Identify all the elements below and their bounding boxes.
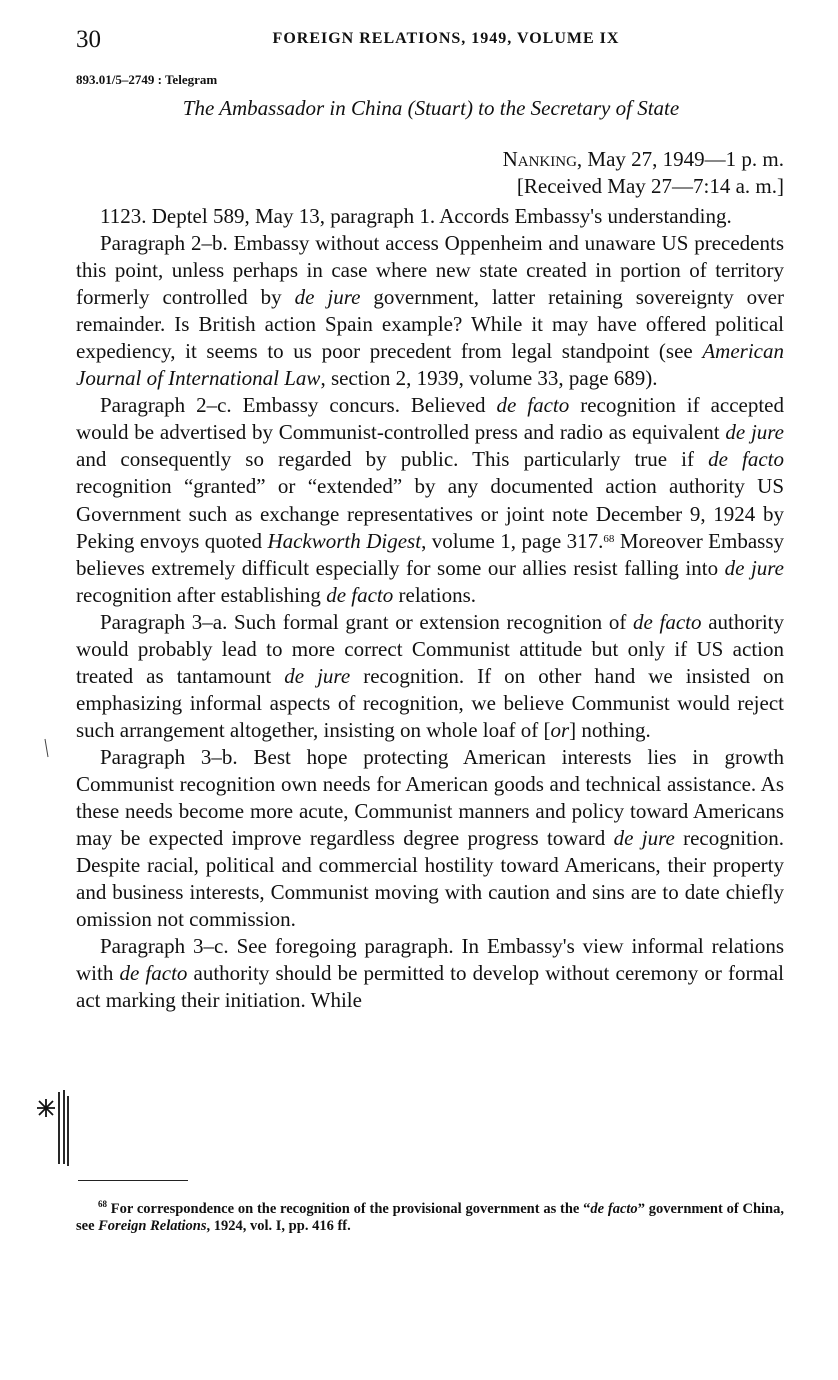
paragraph-1-text: 1123. Deptel 589, May 13, paragraph 1. Accords Embassy's understanding. xyxy=(100,204,732,228)
term-de-facto: de facto xyxy=(119,961,188,986)
page-number: 30 xyxy=(76,26,101,53)
received-line: [Received May 27—7:14 a. m.] xyxy=(516,174,784,198)
term-de-jure: de jure xyxy=(725,420,784,445)
text-run: , 1924, vol. I, pp. 416 ff. xyxy=(206,1217,351,1234)
term-de-facto: de facto xyxy=(708,447,785,472)
text-run: Moreover Embassy believes extremely difficult especially for some our allies resist falling into xyxy=(76,528,784,580)
term-de-facto: de facto xyxy=(590,1200,638,1217)
term-de-facto: de facto xyxy=(633,609,702,634)
text-run: recognition “granted” or “extended” by any documented action authority US Government such as exchange representatives or joint note December 9, 1924 by Peking envoys quoted xyxy=(76,474,784,553)
text-run: ” government of China, see xyxy=(76,1200,784,1234)
digest-title: Hackworth Digest xyxy=(267,528,422,553)
text-run: Embassy concurs. Believed xyxy=(231,393,497,418)
running-head: FOREIGN RELATIONS, 1949, VOLUME IX xyxy=(272,30,620,47)
paragraph-label: Paragraph 3–b. xyxy=(100,744,238,769)
text-run: recognition. If on other hand we insisted on emphasizing informal aspects of recognition, we believe Communist would reject such arrangement altogether, insisting on whole loaf of [ xyxy=(76,663,784,742)
paragraph-1 xyxy=(76,203,784,230)
text-run: authority should be permitted to develop without ceremony or formal act marking their initiation. While xyxy=(76,961,784,1013)
text-run: relations. xyxy=(393,582,477,607)
text-run: Such formal grant or extension recognition of xyxy=(227,609,634,634)
text-run: and consequently so regarded by public. This particularly true if xyxy=(76,447,709,472)
term-de-jure: de jure xyxy=(284,663,351,688)
term-de-jure: de jure xyxy=(724,555,784,580)
dateline xyxy=(503,146,784,200)
text-run: recognition. Despite racial, political and commercial hostility toward Americans, their property and business interests, Communist moving with caution and sins are to date chiefly omission not commission. xyxy=(76,826,784,932)
paragraph-3c xyxy=(76,933,784,1014)
paragraph-label: Paragraph 2–c. xyxy=(100,393,232,418)
dateline-place: Nanking xyxy=(502,147,577,171)
footnote-number: 68 xyxy=(98,1199,107,1209)
text-run: , volume 1, page 317. xyxy=(421,528,604,553)
dateline-date: , May 27, 1949—1 p. m. xyxy=(576,147,784,171)
editorial-insertion: or xyxy=(550,717,570,742)
text-run: , section 2, 1939, volume 33, page 689). xyxy=(320,366,658,391)
text-run: recognition if accepted would be advertised by Communist-controlled press and radio as equivalent xyxy=(76,393,785,445)
footnote-marker[interactable]: 68 xyxy=(603,532,615,545)
file-reference: 893.01/5–2749 : Telegram xyxy=(76,72,218,87)
term-de-facto: de facto xyxy=(326,582,394,607)
term-de-facto: de facto xyxy=(496,393,570,418)
term-de-jure: de jure xyxy=(613,826,675,851)
text-run: ] nothing. xyxy=(569,717,651,742)
page-header xyxy=(76,26,786,56)
journal-title: American Journal of International Law xyxy=(76,339,784,391)
text-run: Best hope protecting American interests lies in growth Communist recognition own needs for American goods and technical assistance. As these needs become more acute, Communist manners and policy toward Americans may be expected improve regardless degree progress toward xyxy=(76,744,784,851)
paragraph-3b xyxy=(76,744,784,933)
source-title: Foreign Relations xyxy=(98,1217,207,1234)
text-run: recognition after establishing xyxy=(76,582,327,607)
paragraph-3a xyxy=(76,609,784,744)
paragraph-label: Paragraph 3–c. xyxy=(100,934,229,959)
paragraph-2c xyxy=(76,392,784,608)
telegram-body xyxy=(76,203,784,1014)
text-run: government, latter retaining sovereignty over remainder. Is British action Spain example? While it may have offered political expediency, it seems to us poor precedent from legal standpoint (see xyxy=(76,285,784,364)
footnote-68 xyxy=(76,1196,784,1235)
text-run: For correspondence on the recognition of the provisional government as the “ xyxy=(107,1200,591,1217)
paragraph-2b xyxy=(76,230,784,392)
document-title: The Ambassador in China (Stuart) to the Secretary of State xyxy=(182,96,680,120)
stray-mark-icon xyxy=(44,738,50,758)
text-run: authority would probably lead to more correct Communist attitude but only if US action treated as tantamount xyxy=(76,609,785,688)
footnote-divider xyxy=(78,1180,188,1181)
term-de-jure: de jure xyxy=(294,285,361,310)
asterisk-margin-mark-icon xyxy=(34,1088,74,1168)
paragraph-label: Paragraph 3–a. xyxy=(100,609,228,634)
paragraph-label: Paragraph 2–b. xyxy=(100,231,228,256)
text-run: Embassy without access Oppenheim and unaware US precedents this point, unless perhaps in case where new state created in portion of territory formerly controlled by xyxy=(76,231,785,310)
text-run: See foregoing paragraph. In Embassy's view informal relations with xyxy=(76,934,784,986)
